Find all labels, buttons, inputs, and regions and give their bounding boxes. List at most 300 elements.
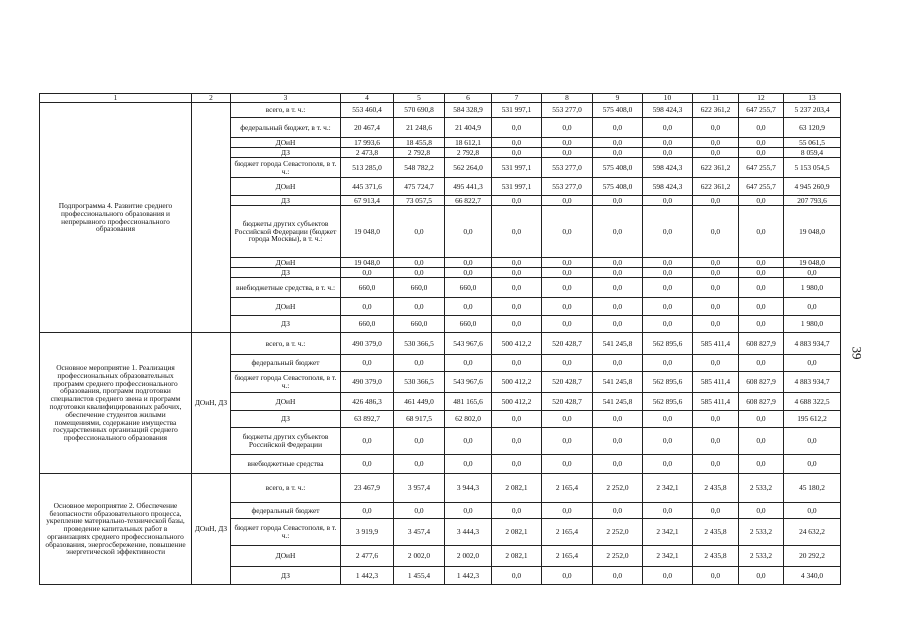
amount-cell: 0,0 (643, 196, 693, 206)
funding-source-cell: ДЗ (231, 148, 341, 158)
amount-cell: 530 366,5 (394, 333, 445, 355)
amount-cell: 62 802,0 (445, 411, 492, 428)
amount-cell: 0,0 (492, 138, 542, 148)
amount-cell: 0,0 (739, 196, 784, 206)
amount-cell: 2 342,1 (643, 519, 693, 546)
amount-cell: 0,0 (492, 298, 542, 316)
amount-cell: 0,0 (643, 118, 693, 138)
amount-cell: 0,0 (693, 138, 739, 148)
amount-cell: 2 165,4 (542, 474, 593, 503)
amount-cell: 0,0 (593, 411, 643, 428)
amount-cell: 8 059,4 (784, 148, 841, 158)
amount-cell: 0,0 (643, 503, 693, 519)
amount-cell: 647 255,7 (739, 178, 784, 196)
funding-source-cell: ДЗ (231, 316, 341, 333)
amount-cell: 195 612,2 (784, 411, 841, 428)
responsible-cell: ДОиН, ДЗ (192, 333, 231, 474)
amount-cell: 18 455,8 (394, 138, 445, 148)
amount-cell: 19 048,0 (784, 258, 841, 268)
responsible-cell (192, 103, 231, 333)
column-header: 13 (784, 94, 841, 103)
amount-cell: 0,0 (693, 278, 739, 298)
amount-cell: 0,0 (445, 428, 492, 455)
amount-cell: 0,0 (693, 316, 739, 333)
amount-cell: 63 120,9 (784, 118, 841, 138)
amount-cell: 531 997,1 (492, 158, 542, 178)
funding-source-cell: бюджеты других субъектов Российской Федерации (бюджет города Москвы), в т. ч.: (231, 206, 341, 258)
amount-cell: 0,0 (593, 428, 643, 455)
funding-source-cell: внебюджетные средства (231, 455, 341, 474)
amount-cell: 562 264,0 (445, 158, 492, 178)
amount-cell: 0,0 (542, 298, 593, 316)
amount-cell: 5 237 203,4 (784, 103, 841, 118)
funding-source-cell: ДОиН (231, 546, 341, 567)
amount-cell: 0,0 (643, 278, 693, 298)
amount-cell: 66 822,7 (445, 196, 492, 206)
funding-source-cell: ДЗ (231, 411, 341, 428)
amount-cell: 0,0 (542, 455, 593, 474)
amount-cell: 0,0 (492, 428, 542, 455)
amount-cell: 553 277,0 (542, 158, 593, 178)
amount-cell: 0,0 (394, 298, 445, 316)
amount-cell: 0,0 (643, 138, 693, 148)
amount-cell: 0,0 (784, 355, 841, 372)
amount-cell: 0,0 (693, 411, 739, 428)
amount-cell: 2 435,8 (693, 474, 739, 503)
amount-cell: 531 997,1 (492, 178, 542, 196)
amount-cell: 0,0 (593, 148, 643, 158)
amount-cell: 0,0 (739, 206, 784, 258)
amount-cell: 562 895,6 (643, 372, 693, 393)
amount-cell: 0,0 (445, 298, 492, 316)
amount-cell: 0,0 (593, 206, 643, 258)
table-row (40, 474, 841, 503)
amount-cell: 0,0 (643, 567, 693, 585)
amount-cell: 531 997,1 (492, 103, 542, 118)
amount-cell: 23 467,9 (341, 474, 394, 503)
funding-source-cell: ДОиН (231, 138, 341, 148)
amount-cell: 0,0 (739, 355, 784, 372)
funding-source-cell: ДОиН (231, 298, 341, 316)
budget-table (39, 93, 841, 585)
amount-cell: 0,0 (593, 455, 643, 474)
amount-cell: 0,0 (693, 206, 739, 258)
amount-cell: 0,0 (593, 196, 643, 206)
amount-cell: 2 252,0 (593, 519, 643, 546)
amount-cell: 2 792,8 (394, 148, 445, 158)
amount-cell: 1 455,4 (394, 567, 445, 585)
table-row (40, 103, 841, 118)
amount-cell: 4 883 934,7 (784, 333, 841, 355)
amount-cell: 660,0 (341, 316, 394, 333)
amount-cell: 0,0 (643, 428, 693, 455)
funding-source-cell: внебюджетные средства, в т. ч.: (231, 278, 341, 298)
amount-cell: 543 967,6 (445, 333, 492, 355)
funding-source-cell: бюджет города Севастополя, в т. ч.: (231, 519, 341, 546)
amount-cell: 475 724,7 (394, 178, 445, 196)
amount-cell: 20 467,4 (341, 118, 394, 138)
column-header: 6 (445, 94, 492, 103)
amount-cell: 4 945 260,9 (784, 178, 841, 196)
amount-cell: 0,0 (492, 118, 542, 138)
amount-cell: 0,0 (341, 503, 394, 519)
funding-source-cell: ДЗ (231, 567, 341, 585)
amount-cell: 575 408,0 (593, 178, 643, 196)
amount-cell: 660,0 (394, 316, 445, 333)
amount-cell: 0,0 (593, 298, 643, 316)
amount-cell: 500 412,2 (492, 393, 542, 411)
funding-source-cell: ДОиН (231, 258, 341, 268)
amount-cell: 2 342,1 (643, 546, 693, 567)
amount-cell: 622 361,2 (693, 158, 739, 178)
amount-cell: 1 442,3 (445, 567, 492, 585)
amount-cell: 490 379,0 (341, 333, 394, 355)
amount-cell: 660,0 (445, 278, 492, 298)
amount-cell: 0,0 (593, 118, 643, 138)
amount-cell: 73 057,5 (394, 196, 445, 206)
amount-cell: 0,0 (542, 278, 593, 298)
amount-cell: 0,0 (445, 503, 492, 519)
amount-cell: 0,0 (693, 355, 739, 372)
amount-cell: 0,0 (643, 206, 693, 258)
amount-cell: 2 252,0 (593, 474, 643, 503)
amount-cell: 0,0 (492, 567, 542, 585)
amount-cell: 598 424,3 (643, 158, 693, 178)
amount-cell: 19 048,0 (341, 258, 394, 268)
amount-cell: 575 408,0 (593, 103, 643, 118)
amount-cell: 481 165,6 (445, 393, 492, 411)
amount-cell: 0,0 (593, 503, 643, 519)
amount-cell: 0,0 (542, 316, 593, 333)
amount-cell: 3 944,3 (445, 474, 492, 503)
amount-cell: 0,0 (542, 148, 593, 158)
amount-cell: 45 180,2 (784, 474, 841, 503)
amount-cell: 647 255,7 (739, 158, 784, 178)
amount-cell: 0,0 (492, 411, 542, 428)
amount-cell: 2 342,1 (643, 474, 693, 503)
amount-cell: 207 793,6 (784, 196, 841, 206)
amount-cell: 3 957,4 (394, 474, 445, 503)
amount-cell: 0,0 (739, 278, 784, 298)
amount-cell: 2 252,0 (593, 546, 643, 567)
amount-cell: 553 460,4 (341, 103, 394, 118)
amount-cell: 622 361,2 (693, 103, 739, 118)
amount-cell: 543 967,6 (445, 372, 492, 393)
amount-cell: 2 435,8 (693, 546, 739, 567)
amount-cell: 2 165,4 (542, 519, 593, 546)
amount-cell: 500 412,2 (492, 372, 542, 393)
amount-cell: 0,0 (542, 206, 593, 258)
amount-cell: 0,0 (492, 148, 542, 158)
amount-cell: 0,0 (643, 258, 693, 268)
amount-cell: 0,0 (739, 316, 784, 333)
amount-cell: 0,0 (593, 316, 643, 333)
amount-cell: 570 690,8 (394, 103, 445, 118)
amount-cell: 3 919,9 (341, 519, 394, 546)
amount-cell: 5 153 054,5 (784, 158, 841, 178)
amount-cell: 495 441,3 (445, 178, 492, 196)
amount-cell: 0,0 (542, 503, 593, 519)
amount-cell: 0,0 (394, 258, 445, 268)
amount-cell: 584 328,9 (445, 103, 492, 118)
amount-cell: 0,0 (643, 411, 693, 428)
amount-cell: 461 449,0 (394, 393, 445, 411)
amount-cell: 2 002,0 (445, 546, 492, 567)
amount-cell: 0,0 (542, 118, 593, 138)
amount-cell: 575 408,0 (593, 158, 643, 178)
amount-cell: 0,0 (739, 428, 784, 455)
header-row (40, 94, 841, 103)
amount-cell: 0,0 (542, 138, 593, 148)
column-header: 5 (394, 94, 445, 103)
amount-cell: 598 424,3 (643, 103, 693, 118)
amount-cell: 55 061,5 (784, 138, 841, 148)
amount-cell: 0,0 (593, 258, 643, 268)
amount-cell: 562 895,6 (643, 393, 693, 411)
amount-cell: 490 379,0 (341, 372, 394, 393)
amount-cell: 2 792,8 (445, 148, 492, 158)
amount-cell: 4 883 934,7 (784, 372, 841, 393)
amount-cell: 0,0 (693, 148, 739, 158)
amount-cell: 608 827,9 (739, 372, 784, 393)
amount-cell: 0,0 (643, 455, 693, 474)
funding-source-cell: ДОиН (231, 178, 341, 196)
amount-cell: 21 248,6 (394, 118, 445, 138)
amount-cell: 0,0 (784, 428, 841, 455)
amount-cell: 0,0 (542, 268, 593, 278)
amount-cell: 0,0 (643, 316, 693, 333)
amount-cell: 0,0 (739, 411, 784, 428)
amount-cell: 0,0 (593, 567, 643, 585)
amount-cell: 0,0 (445, 455, 492, 474)
amount-cell: 0,0 (693, 455, 739, 474)
column-header: 1 (40, 94, 192, 103)
amount-cell: 0,0 (739, 258, 784, 268)
amount-cell: 2 082,1 (492, 474, 542, 503)
amount-cell: 17 993,6 (341, 138, 394, 148)
amount-cell: 0,0 (593, 138, 643, 148)
amount-cell: 0,0 (693, 196, 739, 206)
amount-cell: 4 688 322,5 (784, 393, 841, 411)
amount-cell: 0,0 (445, 355, 492, 372)
amount-cell: 0,0 (693, 298, 739, 316)
amount-cell: 2 533,2 (739, 519, 784, 546)
amount-cell: 0,0 (739, 148, 784, 158)
amount-cell: 0,0 (693, 428, 739, 455)
amount-cell: 562 895,6 (643, 333, 693, 355)
amount-cell: 0,0 (341, 355, 394, 372)
amount-cell: 0,0 (593, 355, 643, 372)
amount-cell: 541 245,8 (593, 333, 643, 355)
amount-cell: 0,0 (492, 268, 542, 278)
amount-cell: 426 486,3 (341, 393, 394, 411)
column-header: 9 (593, 94, 643, 103)
amount-cell: 585 411,4 (693, 333, 739, 355)
amount-cell: 0,0 (542, 567, 593, 585)
program-name-cell: Основное мероприятие 1. Реализация профессиональных образовательных программ среднего профессионального образования, программ подготовки специалистов среднего звена и программ подготовки квалифицированных рабочих, обеспечение студентов жилыми помещениями, содержание имущества государственных организаций среднего профессионального образования (40, 333, 192, 474)
amount-cell: 3 444,3 (445, 519, 492, 546)
amount-cell: 0,0 (542, 428, 593, 455)
amount-cell: 2 473,8 (341, 148, 394, 158)
column-header: 7 (492, 94, 542, 103)
amount-cell: 445 371,6 (341, 178, 394, 196)
amount-cell: 21 404,9 (445, 118, 492, 138)
funding-source-cell: всего, в т. ч.: (231, 474, 341, 503)
funding-source-cell: федеральный бюджет (231, 503, 341, 519)
amount-cell: 0,0 (739, 298, 784, 316)
amount-cell: 2 533,2 (739, 474, 784, 503)
amount-cell: 0,0 (739, 138, 784, 148)
amount-cell: 520 428,7 (542, 333, 593, 355)
amount-cell: 0,0 (341, 428, 394, 455)
amount-cell: 2 082,1 (492, 546, 542, 567)
amount-cell: 2 082,1 (492, 519, 542, 546)
column-header: 3 (231, 94, 341, 103)
funding-source-cell: всего, в т. ч.: (231, 333, 341, 355)
amount-cell: 0,0 (445, 268, 492, 278)
amount-cell: 0,0 (394, 268, 445, 278)
table-row (40, 333, 841, 355)
amount-cell: 2 435,8 (693, 519, 739, 546)
amount-cell: 3 457,4 (394, 519, 445, 546)
amount-cell: 0,0 (739, 503, 784, 519)
amount-cell: 0,0 (542, 196, 593, 206)
amount-cell: 0,0 (739, 118, 784, 138)
amount-cell: 0,0 (492, 196, 542, 206)
amount-cell: 0,0 (784, 298, 841, 316)
amount-cell: 548 782,2 (394, 158, 445, 178)
program-name-cell: Подпрограмма 4. Развитие среднего профессионального образования и непрерывного профессионального образования (40, 103, 192, 333)
page-number: 39 (849, 346, 865, 360)
amount-cell: 598 424,3 (643, 178, 693, 196)
amount-cell: 513 285,0 (341, 158, 394, 178)
amount-cell: 0,0 (492, 278, 542, 298)
amount-cell: 0,0 (784, 268, 841, 278)
amount-cell: 0,0 (643, 268, 693, 278)
amount-cell: 0,0 (492, 503, 542, 519)
amount-cell: 63 892,7 (341, 411, 394, 428)
amount-cell: 622 361,2 (693, 178, 739, 196)
amount-cell: 0,0 (784, 455, 841, 474)
amount-cell: 585 411,4 (693, 393, 739, 411)
amount-cell: 541 245,8 (593, 372, 643, 393)
amount-cell: 2 165,4 (542, 546, 593, 567)
amount-cell: 19 048,0 (341, 206, 394, 258)
amount-cell: 0,0 (693, 258, 739, 268)
amount-cell: 0,0 (693, 268, 739, 278)
amount-cell: 2 477,6 (341, 546, 394, 567)
amount-cell: 2 533,2 (739, 546, 784, 567)
amount-cell: 608 827,9 (739, 333, 784, 355)
column-header: 4 (341, 94, 394, 103)
amount-cell: 541 245,8 (593, 393, 643, 411)
amount-cell: 0,0 (542, 258, 593, 268)
amount-cell: 0,0 (643, 355, 693, 372)
amount-cell: 0,0 (341, 268, 394, 278)
amount-cell: 660,0 (341, 278, 394, 298)
amount-cell: 0,0 (492, 258, 542, 268)
amount-cell: 0,0 (739, 455, 784, 474)
amount-cell: 0,0 (394, 355, 445, 372)
amount-cell: 0,0 (784, 503, 841, 519)
amount-cell: 0,0 (445, 206, 492, 258)
column-header: 10 (643, 94, 693, 103)
amount-cell: 0,0 (593, 268, 643, 278)
amount-cell: 2 002,0 (394, 546, 445, 567)
amount-cell: 4 340,0 (784, 567, 841, 585)
responsible-cell: ДОиН, ДЗ (192, 474, 231, 585)
amount-cell: 1 980,0 (784, 316, 841, 333)
amount-cell: 553 277,0 (542, 103, 593, 118)
amount-cell: 0,0 (341, 298, 394, 316)
column-header: 8 (542, 94, 593, 103)
amount-cell: 0,0 (394, 503, 445, 519)
amount-cell: 24 632,2 (784, 519, 841, 546)
funding-source-cell: федеральный бюджет (231, 355, 341, 372)
amount-cell: 0,0 (492, 206, 542, 258)
amount-cell: 0,0 (492, 355, 542, 372)
amount-cell: 0,0 (394, 428, 445, 455)
funding-source-cell: ДЗ (231, 268, 341, 278)
amount-cell: 0,0 (739, 268, 784, 278)
amount-cell: 520 428,7 (542, 372, 593, 393)
amount-cell: 0,0 (492, 455, 542, 474)
amount-cell: 520 428,7 (542, 393, 593, 411)
amount-cell: 660,0 (394, 278, 445, 298)
amount-cell: 0,0 (693, 118, 739, 138)
amount-cell: 0,0 (542, 355, 593, 372)
amount-cell: 0,0 (593, 278, 643, 298)
amount-cell: 500 412,2 (492, 333, 542, 355)
amount-cell: 0,0 (445, 258, 492, 268)
amount-cell: 585 411,4 (693, 372, 739, 393)
amount-cell: 1 442,3 (341, 567, 394, 585)
amount-cell: 647 255,7 (739, 103, 784, 118)
amount-cell: 67 913,4 (341, 196, 394, 206)
amount-cell: 0,0 (394, 455, 445, 474)
amount-cell: 0,0 (542, 411, 593, 428)
amount-cell: 608 827,9 (739, 393, 784, 411)
funding-source-cell: федеральный бюджет, в т. ч.: (231, 118, 341, 138)
funding-source-cell: ДЗ (231, 196, 341, 206)
amount-cell: 0,0 (341, 455, 394, 474)
amount-cell: 20 292,2 (784, 546, 841, 567)
amount-cell: 19 048,0 (784, 206, 841, 258)
funding-source-cell: бюджет города Севастополя, в т. ч.: (231, 372, 341, 393)
column-header: 12 (739, 94, 784, 103)
amount-cell: 0,0 (643, 298, 693, 316)
program-name-cell: Основное мероприятие 2. Обеспечение безопасности образовательного процесса, укрепление материально-технической базы, проведение капитальных работ в организациях среднего профессионального образования, энергосбережение, повышение энергетической эффективности (40, 474, 192, 585)
amount-cell: 0,0 (693, 567, 739, 585)
amount-cell: 68 917,5 (394, 411, 445, 428)
amount-cell: 18 612,1 (445, 138, 492, 148)
funding-source-cell: бюджеты других субъектов Российской Федерации (231, 428, 341, 455)
column-header: 2 (192, 94, 231, 103)
amount-cell: 553 277,0 (542, 178, 593, 196)
amount-cell: 660,0 (445, 316, 492, 333)
amount-cell: 0,0 (492, 316, 542, 333)
amount-cell: 0,0 (394, 206, 445, 258)
funding-source-cell: бюджет города Севастополя, в т. ч.: (231, 158, 341, 178)
funding-source-cell: всего, в т. ч.: (231, 103, 341, 118)
amount-cell: 0,0 (693, 503, 739, 519)
column-header: 11 (693, 94, 739, 103)
amount-cell: 0,0 (739, 567, 784, 585)
amount-cell: 1 980,0 (784, 278, 841, 298)
funding-source-cell: ДОиН (231, 393, 341, 411)
amount-cell: 530 366,5 (394, 372, 445, 393)
amount-cell: 0,0 (643, 148, 693, 158)
